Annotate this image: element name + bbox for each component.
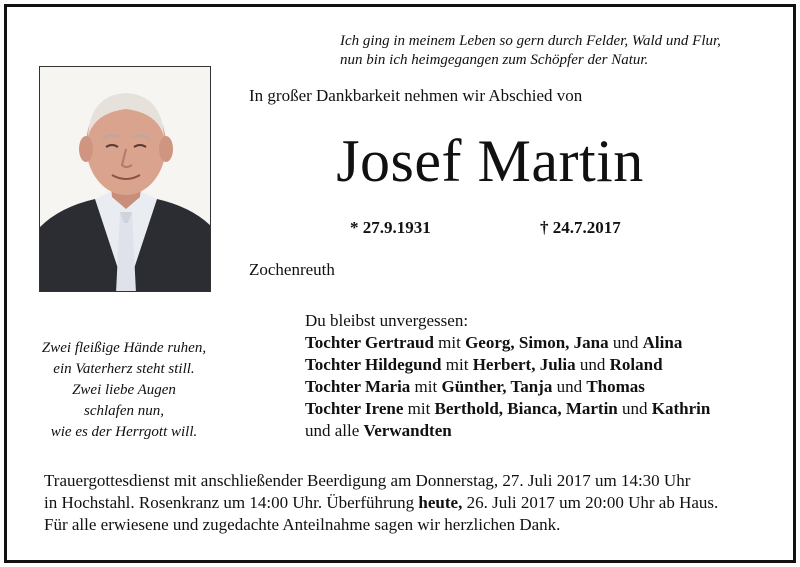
mourner-names: Alina: [642, 333, 683, 352]
mourner-line: [305, 398, 710, 420]
relatives-label: Verwandten: [363, 421, 452, 440]
funeral-line-3: Für alle erwiesene und zugedachte Anteilnahme sagen wir herzlichen Dank.: [44, 515, 561, 534]
mourner-with: mit: [445, 355, 469, 374]
mourner-names: Günther, Tanja: [441, 377, 553, 396]
poem-line: wie es der Herrgott will.: [50, 424, 198, 440]
mourner-relation: Tochter Irene: [305, 399, 404, 418]
mourner-and: und: [622, 399, 648, 418]
mourner-and: und: [556, 377, 583, 396]
motto-line-2: nun bin ich heimgegangen zum Schöpfer der Natur.: [340, 52, 649, 68]
mourner-names: Roland: [609, 355, 663, 374]
relatives-prefix: und alle: [305, 421, 360, 440]
funeral-line-2-highlight: heute,: [418, 493, 463, 512]
memorial-poem: [24, 338, 224, 443]
mourner-names: Thomas: [586, 377, 645, 396]
poem-line: schlafen nun,: [84, 403, 164, 419]
mourner-line: [305, 332, 710, 354]
portrait-photo: [39, 66, 211, 292]
mourner-relation: Tochter Gertraud: [305, 333, 434, 352]
mourner-with: mit: [407, 399, 431, 418]
mourner-names: Kathrin: [651, 399, 711, 418]
mourner-names: Georg, Simon, Jana: [465, 333, 609, 352]
mourner-relation: Tochter Maria: [305, 377, 411, 396]
portrait-illustration: [40, 67, 211, 292]
home-place: Zochenreuth: [249, 260, 335, 279]
farewell-intro: In großer Dankbarkeit nehmen wir Abschied von: [249, 86, 583, 105]
poem-line: Zwei fleißige Hände ruhen,: [41, 340, 207, 356]
mourner-and: und: [612, 333, 639, 352]
motto-line-1: Ich ging in meinem Leben so gern durch Felder, Wald und Flur,: [340, 33, 721, 49]
mourner-and: und: [579, 355, 606, 374]
mourner-line: [305, 376, 710, 398]
mourner-with: mit: [438, 333, 461, 352]
motto-quote: [340, 32, 770, 70]
mourner-line-relatives: [305, 420, 710, 442]
mourner-line: [305, 354, 710, 376]
deceased-name: Josef Martin: [336, 128, 644, 194]
funeral-line-2-start: in Hochstahl. Rosenkranz um 14:00 Uhr. Überführung: [44, 493, 415, 512]
funeral-details: [44, 470, 718, 536]
funeral-line-1: Trauergottesdienst mit anschließender Beerdigung am Donnerstag, 27. Juli 2017 um 14:30 Uhr: [44, 471, 691, 490]
mourners-list: [305, 310, 710, 442]
birth-date: * 27.9.1931: [350, 218, 431, 237]
mourner-relation: Tochter Hildegund: [305, 355, 442, 374]
funeral-line-2: [44, 492, 718, 514]
mourner-names: Herbert, Julia: [472, 355, 576, 374]
mourners-intro: Du bleibst unvergessen:: [305, 311, 469, 330]
funeral-line-2-end: 26. Juli 2017 um 20:00 Uhr ab Haus.: [466, 493, 719, 512]
mourner-with: mit: [414, 377, 438, 396]
mourner-names: Berthold, Bianca, Martin: [434, 399, 618, 418]
death-date: † 24.7.2017: [540, 218, 621, 237]
poem-line: Zwei liebe Augen: [72, 382, 176, 398]
poem-line: ein Vaterherz steht still.: [53, 361, 195, 377]
